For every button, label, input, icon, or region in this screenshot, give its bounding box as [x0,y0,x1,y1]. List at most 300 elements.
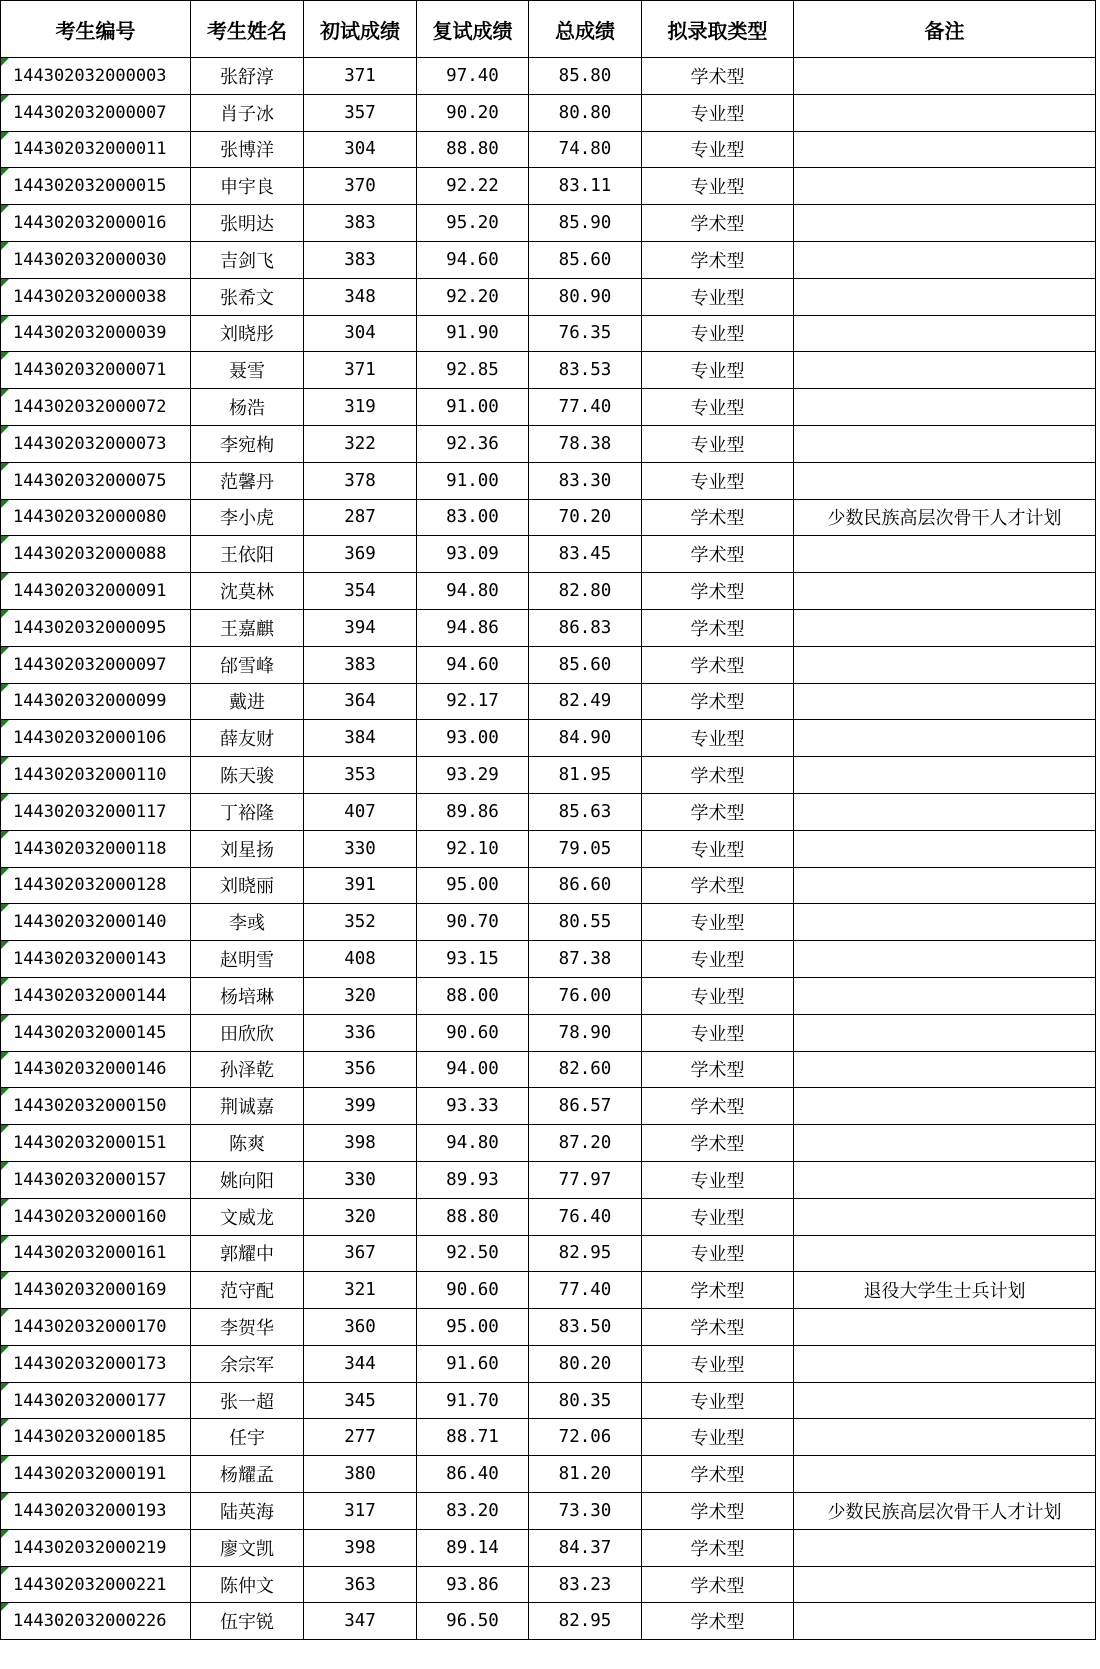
candidate-id-text: 144302032000193 [13,1500,167,1521]
total-score-cell: 82.80 [529,573,642,610]
total-score-cell: 80.80 [529,94,642,131]
retest-score-cell: 90.60 [417,1272,529,1309]
text-number-marker-icon [1,720,9,728]
candidate-id-cell [1,205,191,242]
remarks-cell [794,1382,1096,1419]
remarks-cell [794,1014,1096,1051]
candidate-name-cell: 廖文凯 [191,1529,304,1566]
candidate-id-text: 144302032000039 [13,323,167,344]
candidate-name-cell: 陈爽 [191,1125,304,1162]
candidate-id-cell [1,1566,191,1603]
total-score-cell: 85.90 [529,205,642,242]
candidate-name-cell: 孙泽乾 [191,1051,304,1088]
candidate-name-cell: 张博洋 [191,131,304,168]
table-row [1,94,1096,131]
header-total-score: 总成绩 [529,1,642,58]
remarks-cell [794,425,1096,462]
table-row [1,867,1096,904]
initial-score-cell: 391 [304,867,417,904]
candidate-id-cell [1,352,191,389]
table-row [1,315,1096,352]
candidate-id-cell [1,315,191,352]
total-score-cell: 83.11 [529,168,642,205]
admission-type-cell: 专业型 [642,941,794,978]
candidate-id-text: 144302032000140 [13,912,167,933]
candidate-name-cell: 赵明雪 [191,941,304,978]
remarks-cell [794,977,1096,1014]
candidate-id-cell [1,1529,191,1566]
text-number-marker-icon [1,1493,9,1501]
candidate-id-cell [1,573,191,610]
candidate-id-text: 144302032000095 [13,617,167,638]
candidate-name-cell: 文威龙 [191,1198,304,1235]
admission-type-cell: 专业型 [642,1235,794,1272]
admission-type-cell: 学术型 [642,1051,794,1088]
candidate-id-cell [1,389,191,426]
initial-score-cell: 398 [304,1529,417,1566]
candidate-id-text: 144302032000015 [13,176,167,197]
candidate-id-text: 144302032000160 [13,1206,167,1227]
candidate-id-cell [1,830,191,867]
candidate-id-cell [1,499,191,536]
table-row [1,536,1096,573]
initial-score-cell: 356 [304,1051,417,1088]
initial-score-cell: 321 [304,1272,417,1309]
admission-type-cell: 学术型 [642,1272,794,1309]
candidate-id-text: 144302032000073 [13,433,167,454]
retest-score-cell: 88.71 [417,1419,529,1456]
retest-score-cell: 93.00 [417,720,529,757]
total-score-cell: 76.35 [529,315,642,352]
retest-score-cell: 92.36 [417,425,529,462]
candidate-id-cell [1,278,191,315]
remarks-cell [794,58,1096,95]
text-number-marker-icon [1,757,9,765]
candidate-name-cell: 李宛栒 [191,425,304,462]
admission-type-cell: 专业型 [642,425,794,462]
remarks-cell [794,793,1096,830]
candidate-id-text: 144302032000003 [13,65,167,86]
table-row [1,904,1096,941]
candidate-id-text: 144302032000075 [13,470,167,491]
total-score-cell: 80.20 [529,1345,642,1382]
remarks-cell [794,94,1096,131]
initial-score-cell: 304 [304,131,417,168]
total-score-cell: 78.38 [529,425,642,462]
candidate-id-text: 144302032000110 [13,765,167,786]
initial-score-cell: 287 [304,499,417,536]
table-row [1,1309,1096,1346]
total-score-cell: 87.38 [529,941,642,978]
remarks-cell [794,205,1096,242]
retest-score-cell: 93.86 [417,1566,529,1603]
total-score-cell: 78.90 [529,1014,642,1051]
candidate-name-cell: 荆诚嘉 [191,1088,304,1125]
remarks-cell [794,1198,1096,1235]
candidate-id-cell [1,941,191,978]
retest-score-cell: 83.20 [417,1493,529,1530]
remarks-cell [794,683,1096,720]
remarks-cell [794,1125,1096,1162]
candidate-id-cell [1,646,191,683]
initial-score-cell: 319 [304,389,417,426]
candidate-id-cell [1,94,191,131]
initial-score-cell: 330 [304,1161,417,1198]
candidate-id-cell [1,904,191,941]
candidate-id-cell [1,1198,191,1235]
retest-score-cell: 90.70 [417,904,529,941]
table-row [1,1014,1096,1051]
table-row [1,793,1096,830]
candidate-id-text: 144302032000185 [13,1427,167,1448]
admission-type-cell: 学术型 [642,58,794,95]
candidate-id-text: 144302032000143 [13,949,167,970]
initial-score-cell: 394 [304,609,417,646]
admission-type-cell: 专业型 [642,904,794,941]
retest-score-cell: 91.70 [417,1382,529,1419]
admission-type-cell: 专业型 [642,278,794,315]
candidate-name-cell: 郭耀中 [191,1235,304,1272]
candidate-id-cell [1,1493,191,1530]
text-number-marker-icon [1,1015,9,1023]
header-candidate-name: 考生姓名 [191,1,304,58]
table-row [1,462,1096,499]
text-number-marker-icon [1,868,9,876]
text-number-marker-icon [1,684,9,692]
retest-score-cell: 94.00 [417,1051,529,1088]
text-number-marker-icon [1,536,9,544]
candidate-name-cell: 张希文 [191,278,304,315]
retest-score-cell: 92.22 [417,168,529,205]
retest-score-cell: 91.00 [417,462,529,499]
candidate-id-text: 144302032000117 [13,801,167,822]
initial-score-cell: 322 [304,425,417,462]
admission-type-cell: 专业型 [642,315,794,352]
candidate-id-text: 144302032000030 [13,249,167,270]
admission-type-cell: 学术型 [642,867,794,904]
retest-score-cell: 83.00 [417,499,529,536]
table-row [1,1161,1096,1198]
retest-score-cell: 91.60 [417,1345,529,1382]
initial-score-cell: 330 [304,830,417,867]
table-row [1,1566,1096,1603]
initial-score-cell: 357 [304,94,417,131]
candidate-id-cell [1,131,191,168]
remarks-cell [794,720,1096,757]
total-score-cell: 80.35 [529,1382,642,1419]
header-row [1,1,1096,58]
total-score-cell: 84.37 [529,1529,642,1566]
admission-type-cell: 学术型 [642,205,794,242]
remarks-cell [794,646,1096,683]
candidate-id-text: 144302032000091 [13,581,167,602]
total-score-cell: 79.05 [529,830,642,867]
remarks-cell [794,830,1096,867]
candidate-id-text: 144302032000150 [13,1096,167,1117]
total-score-cell: 83.30 [529,462,642,499]
total-score-cell: 87.20 [529,1125,642,1162]
admission-type-cell: 学术型 [642,1125,794,1162]
admission-type-cell: 专业型 [642,389,794,426]
retest-score-cell: 93.29 [417,757,529,794]
candidate-name-cell: 肖子冰 [191,94,304,131]
initial-score-cell: 383 [304,205,417,242]
initial-score-cell: 304 [304,315,417,352]
retest-score-cell: 89.86 [417,793,529,830]
table-row [1,1419,1096,1456]
total-score-cell: 84.90 [529,720,642,757]
candidate-id-text: 144302032000038 [13,286,167,307]
candidate-id-cell [1,720,191,757]
candidate-id-text: 144302032000072 [13,397,167,418]
remarks-cell [794,757,1096,794]
candidate-id-cell [1,1419,191,1456]
remarks-cell [794,278,1096,315]
candidate-name-cell: 申宇良 [191,168,304,205]
candidate-id-text: 144302032000219 [13,1537,167,1558]
candidate-id-text: 144302032000146 [13,1059,167,1080]
remarks-cell [794,1419,1096,1456]
total-score-cell: 74.80 [529,131,642,168]
candidate-name-cell: 范馨丹 [191,462,304,499]
remarks-cell [794,904,1096,941]
table-row [1,278,1096,315]
candidate-name-cell: 陈仲文 [191,1566,304,1603]
candidate-name-cell: 余宗军 [191,1345,304,1382]
initial-score-cell: 383 [304,241,417,278]
candidate-name-cell: 薛友财 [191,720,304,757]
text-number-marker-icon [1,1199,9,1207]
table-row [1,757,1096,794]
total-score-cell: 83.45 [529,536,642,573]
retest-score-cell: 88.00 [417,977,529,1014]
candidate-name-cell: 王嘉麒 [191,609,304,646]
candidate-name-cell: 杨浩 [191,389,304,426]
candidate-id-cell [1,757,191,794]
candidate-id-cell [1,536,191,573]
retest-score-cell: 94.80 [417,573,529,610]
candidate-name-cell: 范守配 [191,1272,304,1309]
admission-type-cell: 专业型 [642,462,794,499]
total-score-cell: 86.57 [529,1088,642,1125]
table-row [1,1529,1096,1566]
retest-score-cell: 88.80 [417,131,529,168]
total-score-cell: 82.95 [529,1603,642,1640]
admission-type-cell: 专业型 [642,168,794,205]
table-row [1,389,1096,426]
remarks-cell: 少数民族高层次骨干人才计划 [794,499,1096,536]
header-admission-type: 拟录取类型 [642,1,794,58]
retest-score-cell: 93.09 [417,536,529,573]
remarks-cell [794,241,1096,278]
candidate-id-text: 144302032000191 [13,1464,167,1485]
text-number-marker-icon [1,1603,9,1611]
admission-type-cell: 专业型 [642,131,794,168]
remarks-cell [794,1345,1096,1382]
candidate-id-text: 144302032000144 [13,985,167,1006]
admission-type-cell: 学术型 [642,1088,794,1125]
table-row [1,1382,1096,1419]
candidate-name-cell: 刘星扬 [191,830,304,867]
candidate-id-text: 144302032000071 [13,360,167,381]
total-score-cell: 72.06 [529,1419,642,1456]
total-score-cell: 85.60 [529,241,642,278]
initial-score-cell: 367 [304,1235,417,1272]
text-number-marker-icon [1,1162,9,1170]
total-score-cell: 82.49 [529,683,642,720]
candidate-id-cell [1,867,191,904]
admission-type-cell: 学术型 [642,757,794,794]
candidate-id-cell [1,1161,191,1198]
admission-type-cell: 学术型 [642,241,794,278]
admission-type-cell: 学术型 [642,1309,794,1346]
candidate-name-cell: 戴进 [191,683,304,720]
text-number-marker-icon [1,242,9,250]
candidate-name-cell: 刘晓彤 [191,315,304,352]
remarks-cell [794,941,1096,978]
admission-type-cell: 专业型 [642,720,794,757]
table-row [1,168,1096,205]
text-number-marker-icon [1,58,9,66]
admission-type-cell: 专业型 [642,352,794,389]
table-row [1,352,1096,389]
remarks-cell [794,1161,1096,1198]
initial-score-cell: 336 [304,1014,417,1051]
admission-type-cell: 专业型 [642,830,794,867]
total-score-cell: 77.40 [529,389,642,426]
table-row [1,609,1096,646]
candidate-name-cell: 李小虎 [191,499,304,536]
initial-score-cell: 345 [304,1382,417,1419]
text-number-marker-icon [1,1567,9,1575]
candidate-id-text: 144302032000088 [13,544,167,565]
table-row [1,1272,1096,1309]
total-score-cell: 83.50 [529,1309,642,1346]
text-number-marker-icon [1,573,9,581]
initial-score-cell: 320 [304,1198,417,1235]
candidate-name-cell: 李彧 [191,904,304,941]
candidate-id-text: 144302032000157 [13,1169,167,1190]
text-number-marker-icon [1,205,9,213]
initial-score-cell: 364 [304,683,417,720]
initial-score-cell: 399 [304,1088,417,1125]
candidate-id-text: 144302032000177 [13,1390,167,1411]
initial-score-cell: 363 [304,1566,417,1603]
candidate-id-text: 144302032000106 [13,728,167,749]
table-row [1,1125,1096,1162]
total-score-cell: 73.30 [529,1493,642,1530]
text-number-marker-icon [1,1309,9,1317]
table-row [1,241,1096,278]
candidate-id-cell [1,1088,191,1125]
retest-score-cell: 94.60 [417,241,529,278]
text-number-marker-icon [1,1383,9,1391]
admission-type-cell: 专业型 [642,1014,794,1051]
candidate-id-cell [1,425,191,462]
header-remarks: 备注 [794,1,1096,58]
candidate-id-text: 144302032000016 [13,213,167,234]
candidate-id-cell [1,241,191,278]
admission-type-cell: 学术型 [642,1529,794,1566]
total-score-cell: 86.83 [529,609,642,646]
table-row [1,1235,1096,1272]
remarks-cell [794,573,1096,610]
retest-score-cell: 90.60 [417,1014,529,1051]
text-number-marker-icon [1,426,9,434]
table-row [1,1493,1096,1530]
admission-type-cell: 专业型 [642,1419,794,1456]
initial-score-cell: 344 [304,1345,417,1382]
candidate-id-text: 144302032000007 [13,102,167,123]
table-row [1,58,1096,95]
candidate-id-text: 144302032000169 [13,1280,167,1301]
text-number-marker-icon [1,1088,9,1096]
candidate-id-text: 144302032000080 [13,507,167,528]
retest-score-cell: 92.85 [417,352,529,389]
candidate-id-text: 144302032000128 [13,875,167,896]
remarks-cell [794,609,1096,646]
total-score-cell: 81.95 [529,757,642,794]
candidate-name-cell: 杨培琳 [191,977,304,1014]
total-score-cell: 80.55 [529,904,642,941]
candidate-name-cell: 陈天骏 [191,757,304,794]
remarks-cell [794,352,1096,389]
candidate-id-text: 144302032000170 [13,1316,167,1337]
initial-score-cell: 384 [304,720,417,757]
remarks-cell [794,1309,1096,1346]
remarks-cell: 少数民族高层次骨干人才计划 [794,1493,1096,1530]
candidate-id-cell [1,1235,191,1272]
total-score-cell: 76.00 [529,977,642,1014]
total-score-cell: 81.20 [529,1456,642,1493]
retest-score-cell: 94.80 [417,1125,529,1162]
remarks-cell [794,131,1096,168]
total-score-cell: 85.60 [529,646,642,683]
candidate-name-cell: 姚向阳 [191,1161,304,1198]
admission-type-cell: 学术型 [642,1493,794,1530]
initial-score-cell: 348 [304,278,417,315]
initial-score-cell: 317 [304,1493,417,1530]
candidate-id-cell [1,1456,191,1493]
text-number-marker-icon [1,500,9,508]
retest-score-cell: 92.10 [417,830,529,867]
retest-score-cell: 89.14 [417,1529,529,1566]
admission-type-cell: 专业型 [642,1382,794,1419]
initial-score-cell: 383 [304,646,417,683]
table-row [1,205,1096,242]
table-row [1,683,1096,720]
text-number-marker-icon [1,978,9,986]
candidate-name-cell: 沈莫林 [191,573,304,610]
admission-type-cell: 学术型 [642,1456,794,1493]
total-score-cell: 77.40 [529,1272,642,1309]
candidate-name-cell: 邰雪峰 [191,646,304,683]
remarks-cell [794,1603,1096,1640]
candidate-id-cell [1,168,191,205]
candidate-name-cell: 伍宇锐 [191,1603,304,1640]
candidate-id-text: 144302032000011 [13,139,167,160]
retest-score-cell: 92.50 [417,1235,529,1272]
candidate-id-text: 144302032000226 [13,1611,167,1632]
initial-score-cell: 378 [304,462,417,499]
total-score-cell: 86.60 [529,867,642,904]
total-score-cell: 83.53 [529,352,642,389]
initial-score-cell: 398 [304,1125,417,1162]
retest-score-cell: 94.60 [417,646,529,683]
admission-type-cell: 专业型 [642,1345,794,1382]
table-row [1,1603,1096,1640]
initial-score-cell: 347 [304,1603,417,1640]
